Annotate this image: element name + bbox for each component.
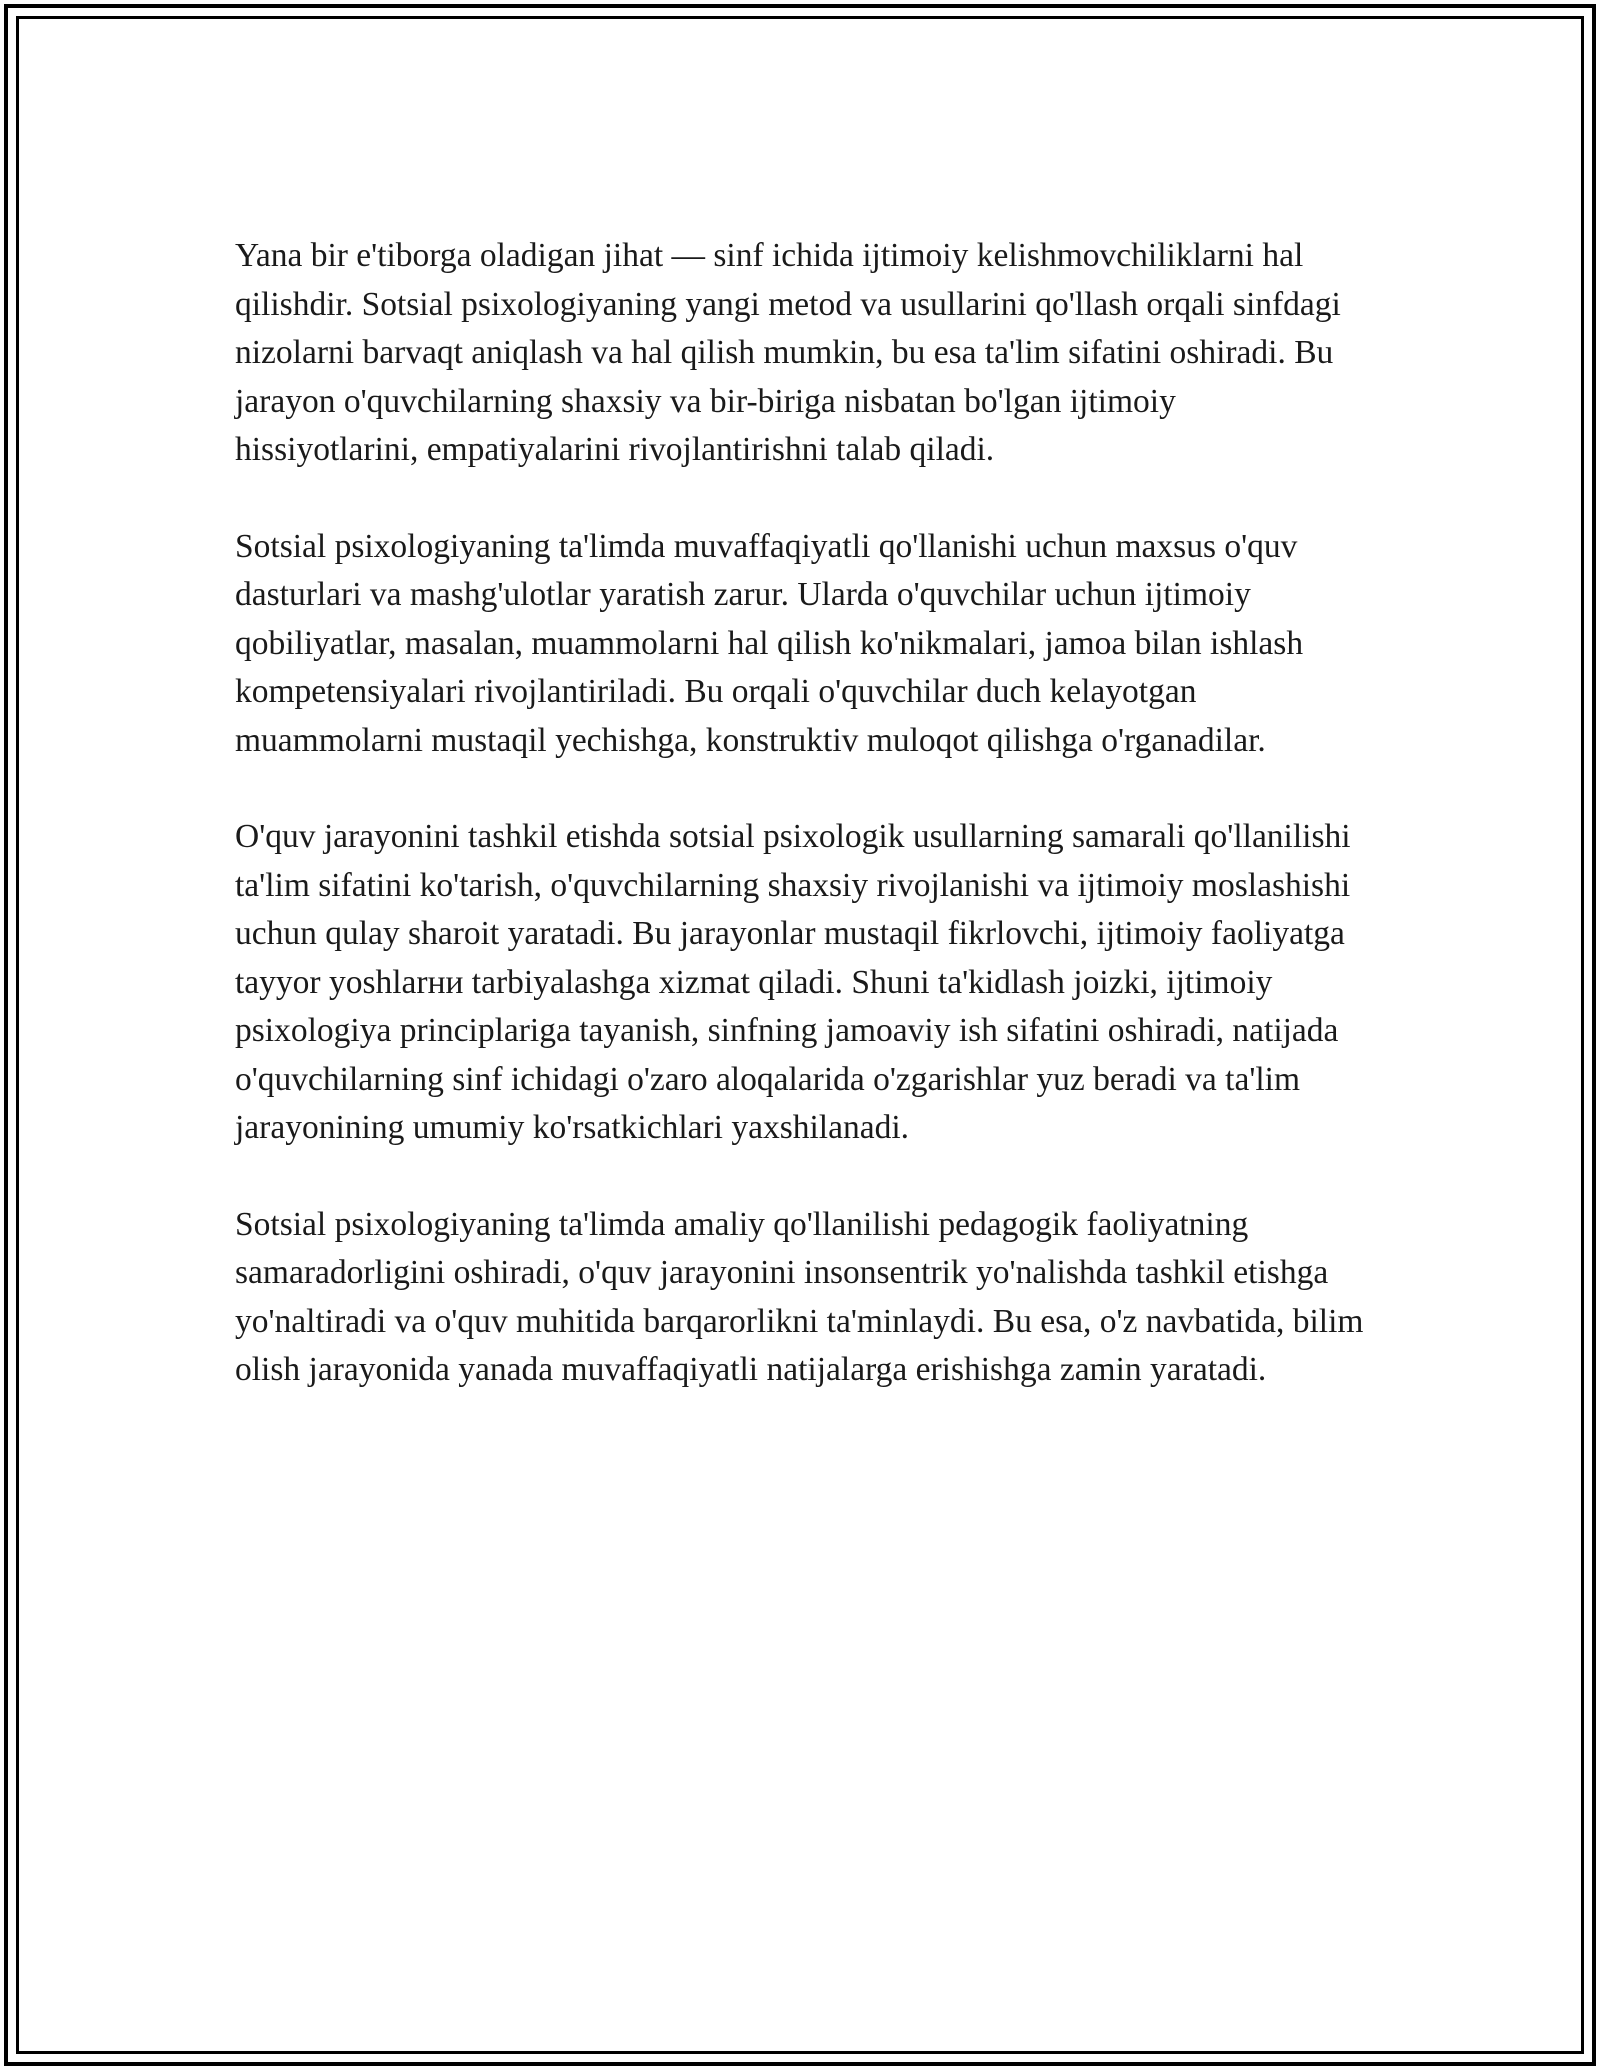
paragraph-4: Sotsial psixologiyaning ta'limda amaliy qo'llanilishi pedagogik faoliyatning samaradorligini oshiradi, o'quv jarayonini insonsentrik yo'nalishda tashkil etishga yo'naltiradi va o'quv muhitida barqarorlikni ta'minlaydi. Bu esa, o'z navbatida, bilim olish jarayonida yanada muvaffaqiyatli natijalarga erishishga zamin yaratadi. xyxy=(235,1205,1364,1388)
document-body xyxy=(235,232,1365,1443)
paragraph-1: Yana bir e'tiborga oladigan jihat — sinf ichida ijtimoiy kelishmovchiliklarni hal qilishdir. Sotsial psixologiyaning yangi metod va usullarini qo'llash orqali sinfdagi nizolarni barvaqt aniqlash va hal qilish mumkin, bu esa ta'lim sifatini oshiradi. Bu jarayon o'quvchilarning shaxsiy va bir-biriga nisbatan bo'lgan ijtimoiy hissiyotlarini, empatiyalarini rivojlantirishni talab qiladi. xyxy=(235,237,1341,468)
paragraph-2: Sotsial psixologiyaning ta'limda muvaffaqiyatli qo'llanishi uchun maxsus o'quv dasturlari va mashg'ulotlar yaratish zarur. Ularda o'quvchilar uchun ijtimoiy qobiliyatlar, masalan, muammolarni hal qilish ko'nikmalari, jamoa bilan ishlash kompetensiyalari rivojlantiriladi. Bu orqali o'quvchilar duch kelayotgan muammolarni mustaqil yechishga, konstruktiv muloqot qilishga o'rganadilar. xyxy=(235,527,1304,759)
paragraph-3: O'quv jarayonini tashkil etishda sotsial psixologik usullarning samarali qo'llanilishi ta'lim sifatini ko'tarish, o'quvchilarning shaxsiy rivojlanishi va ijtimoiy moslashishi uchun qulay sharoit yaratadi. Bu jarayonlar mustaqil fikrlovchi, ijtimoiy faoliyatga tayyor yoshlarни tarbiyalashga xizmat qiladi. Shuni ta'kidlash joizki, ijtimoiy psixologiya principlariga tayanish, sinfning jamoaviy ish sifatini oshiradi, natijada o'quvchilarning sinf ichidagi o'zaro aloqalarida o'zgarishlar yuz beradi va ta'lim jarayonining umumiy ko'rsatkichlari yaxshilanadi. xyxy=(235,818,1351,1146)
